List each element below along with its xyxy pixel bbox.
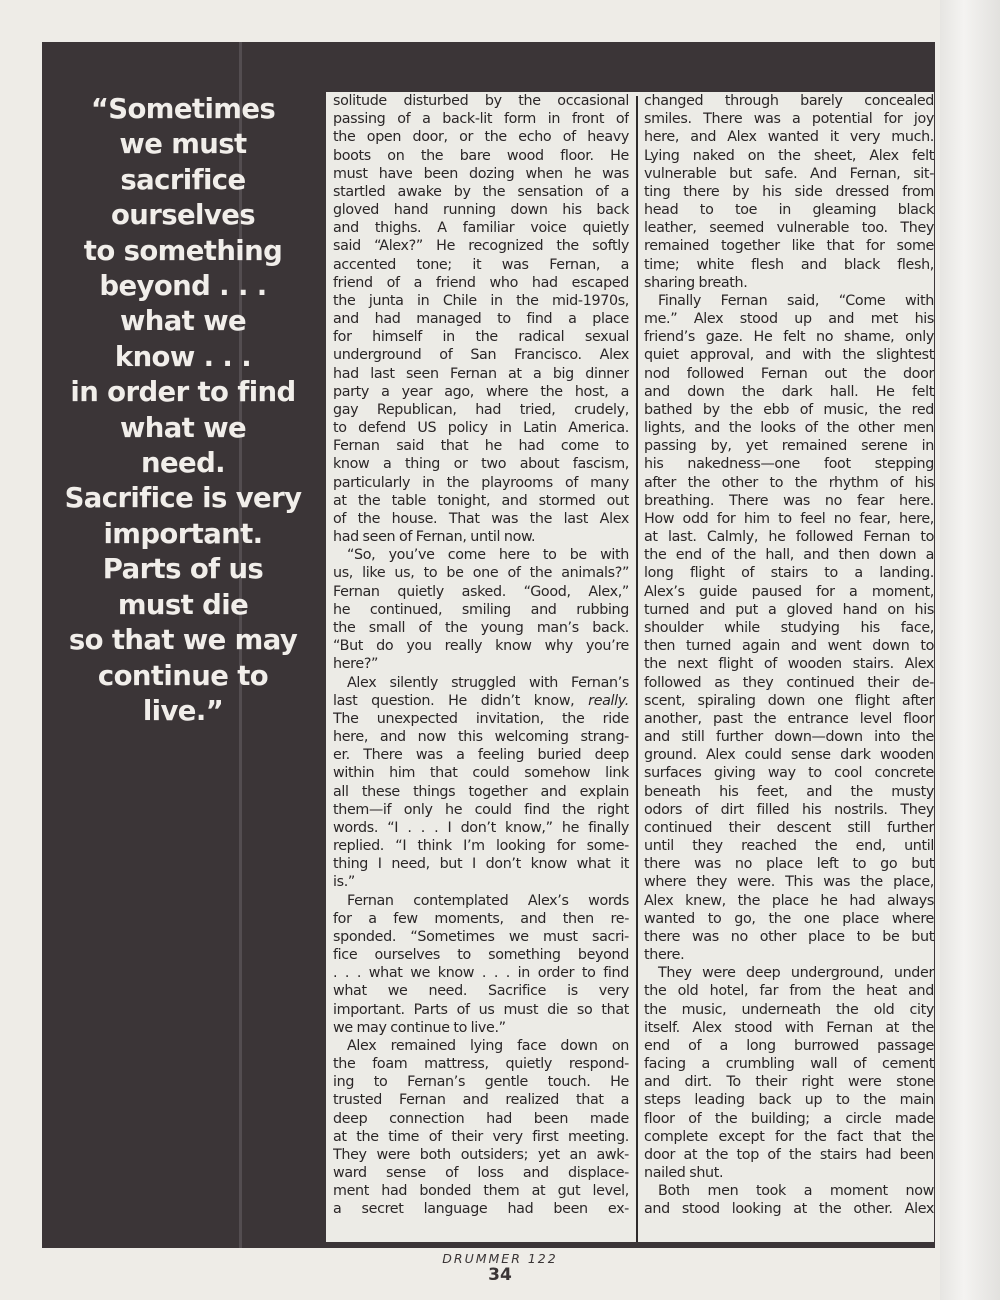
text-line xyxy=(333,492,629,510)
text-line-content: surfaces giving way to cool concrete xyxy=(644,765,934,782)
text-line-content: ment had bonded them at gut level, xyxy=(333,1183,629,1200)
text-line-content: us, like us, to be one of the animals?” xyxy=(333,565,629,582)
text-line xyxy=(333,346,629,364)
text-line xyxy=(644,510,934,528)
text-line xyxy=(333,237,629,255)
text-line xyxy=(333,964,629,982)
text-line-content: quiet approval, and with the slightest xyxy=(644,347,934,364)
pull-quote xyxy=(42,92,324,729)
text-line xyxy=(333,165,629,183)
text-line xyxy=(644,419,934,437)
text-line-content: there was no place left to go but xyxy=(644,856,934,873)
text-line xyxy=(333,383,629,401)
text-line xyxy=(644,564,934,582)
text-line xyxy=(644,1019,934,1037)
italic-word: really. xyxy=(588,692,629,709)
text-line-content: bathed by the ebb of music, the red xyxy=(644,401,934,418)
text-line xyxy=(644,692,934,710)
text-line xyxy=(333,783,629,801)
text-line-content: startled awake by the sensation of a xyxy=(333,183,629,200)
text-line-content: beneath his feet, and the musty xyxy=(644,783,934,800)
text-line xyxy=(333,219,629,237)
text-line-content: until they reached the end, until xyxy=(644,838,934,855)
text-line-content: friend’s gaze. He felt no shame, only xyxy=(644,329,934,346)
text-line xyxy=(644,783,934,801)
text-line-content: the old hotel, far from the heat and xyxy=(644,983,934,1000)
text-line xyxy=(644,365,934,383)
text-line xyxy=(644,837,934,855)
text-line xyxy=(333,801,629,819)
text-line xyxy=(644,274,934,292)
text-line-content: and stood looking at the other. Alex xyxy=(644,1201,934,1218)
text-line-content: . . . what we know . . . in order to find xyxy=(333,965,629,982)
text-line-content: “So, you’ve come here to be with xyxy=(347,547,629,564)
text-line xyxy=(333,892,629,910)
text-line-content: me.” Alex stood up and met his xyxy=(644,311,934,328)
text-line-content: changed through barely concealed xyxy=(644,93,934,109)
text-line-content: words. “I . . . I don’t know,” he finally xyxy=(333,819,629,836)
text-line-content: last question. He didn’t know, xyxy=(333,692,589,709)
text-line xyxy=(644,946,934,964)
text-line-content: at the table tonight, and stormed out xyxy=(333,492,629,509)
text-line-content: leather, seemed vulnerable too. They xyxy=(644,220,934,237)
text-line xyxy=(333,928,629,946)
text-line xyxy=(333,201,629,219)
text-line-content: and thighs. A familiar voice quietly xyxy=(333,220,629,237)
text-line xyxy=(644,910,934,928)
text-line-content: of the house. That was the last Alex xyxy=(333,510,629,527)
text-line xyxy=(644,1001,934,1019)
text-line xyxy=(644,1182,934,1200)
text-line xyxy=(644,437,934,455)
text-line-content: them—if only he could find the right xyxy=(333,801,629,818)
text-line xyxy=(644,1110,934,1128)
magazine-title: DRUMMER 122 xyxy=(442,1251,558,1266)
text-line xyxy=(644,92,934,110)
text-line-content: head to toe in gleaming black xyxy=(644,202,934,219)
text-line-content: for a few moments, and then re- xyxy=(333,910,629,927)
text-line xyxy=(333,310,629,328)
text-line-content: itself. Alex stood with Fernan at the xyxy=(644,1019,934,1036)
text-line xyxy=(644,1200,934,1218)
text-line-content: is.” xyxy=(333,874,355,891)
text-line-content: where they were. This was the place, xyxy=(644,874,934,891)
text-line xyxy=(333,982,629,1000)
text-line-content: and had managed to find a place xyxy=(333,311,629,328)
text-line-content: turned and put a gloved hand on his xyxy=(644,601,934,618)
text-line-content: the open door, or the echo of heavy xyxy=(333,129,629,146)
text-line-content: ing to Fernan’s gentle touch. He xyxy=(333,1074,629,1091)
pull-quote-line: in order to find xyxy=(70,376,296,409)
pull-quote-line: so that we may xyxy=(68,624,298,657)
text-line xyxy=(644,928,934,946)
text-line-content: steps leading back up to the main xyxy=(644,1092,934,1109)
text-line-content: there was no other place to be but xyxy=(644,928,934,945)
text-line-content: The unexpected invitation, the ride xyxy=(333,710,629,727)
pull-quote-line: “Sometimes xyxy=(90,93,276,125)
text-line xyxy=(333,147,629,165)
text-line-content: remained together like that for some xyxy=(644,238,934,255)
text-line-content: deep connection had been made xyxy=(333,1110,629,1127)
text-line-content: floor of the building; a circle made xyxy=(644,1110,934,1127)
pull-quote-line: beyond . . . xyxy=(99,270,267,303)
text-line-content: Fernan contemplated Alex’s words xyxy=(347,892,629,909)
text-line xyxy=(333,692,629,710)
pull-quote-line: what we xyxy=(119,305,247,338)
text-line-content: Alex remained lying face down on xyxy=(347,1037,629,1054)
text-line xyxy=(644,1128,934,1146)
text-line-content: Fernan said that he had come to xyxy=(333,438,629,455)
text-line-content: we may continue to live.” xyxy=(333,1019,506,1036)
text-line xyxy=(333,256,629,274)
text-line-content: odors of dirt filled his nostrils. They xyxy=(644,801,934,818)
text-line-content: scent, spiraling down one flight after xyxy=(644,692,934,709)
text-line xyxy=(644,964,934,982)
text-line-content: accented tone; it was Fernan, a xyxy=(333,256,629,273)
text-line xyxy=(644,128,934,146)
text-line-content: said “Alex?” He recognized the softly xyxy=(333,238,629,255)
text-line xyxy=(644,728,934,746)
text-line xyxy=(333,655,629,673)
text-line-content: underground of San Francisco. Alex xyxy=(333,347,629,364)
text-line-content: important. Parts of us must die so that xyxy=(333,1001,629,1018)
text-line xyxy=(644,1055,934,1073)
text-line-content: at the time of their very first meeting. xyxy=(333,1128,629,1145)
text-line-content: sponded. “Sometimes we must sacri- xyxy=(333,928,629,945)
text-line-content: and dirt. To their right were stone xyxy=(644,1074,934,1091)
text-line xyxy=(644,583,934,601)
text-line-content: the foam mattress, quietly respond- xyxy=(333,1056,629,1073)
text-line xyxy=(333,474,629,492)
text-line xyxy=(333,274,629,292)
text-line xyxy=(644,219,934,237)
pull-quote-line: Parts of us xyxy=(102,553,264,586)
text-line xyxy=(333,674,629,692)
text-line xyxy=(333,1164,629,1182)
text-line xyxy=(333,510,629,528)
text-line-content: gloved hand running down his back xyxy=(333,202,629,219)
page-footer xyxy=(0,1252,1000,1284)
text-line xyxy=(644,710,934,728)
text-line xyxy=(644,746,934,764)
text-line xyxy=(644,528,934,546)
pull-quote-line: sacrifice xyxy=(120,163,246,196)
column-divider xyxy=(636,96,638,1242)
text-line-content: end of a long burrowed passage xyxy=(644,1037,934,1054)
article-column-1 xyxy=(333,92,629,1219)
text-line xyxy=(644,292,934,310)
text-line xyxy=(644,328,934,346)
text-line xyxy=(644,237,934,255)
text-line-content: solitude disturbed by the occasional xyxy=(333,93,629,109)
text-line xyxy=(644,601,934,619)
text-line xyxy=(644,1146,934,1164)
text-line-content: Alex knew, the place he had always xyxy=(644,892,934,909)
text-line xyxy=(644,674,934,692)
text-line xyxy=(333,764,629,782)
pull-quote-line: what we xyxy=(119,411,247,444)
text-line xyxy=(333,455,629,473)
text-line-content: another, past the entrance level floor xyxy=(644,710,934,727)
text-line xyxy=(644,401,934,419)
text-line-content: long flight of stairs to a landing. xyxy=(644,565,934,582)
text-line-content: had last seen Fernan at a big dinner xyxy=(333,365,629,382)
text-line xyxy=(644,310,934,328)
text-line xyxy=(333,819,629,837)
text-line xyxy=(333,619,629,637)
text-line xyxy=(333,1055,629,1073)
text-line xyxy=(333,1200,629,1218)
text-line xyxy=(644,1164,934,1182)
text-line xyxy=(333,365,629,383)
pull-quote-line: ourselves xyxy=(110,199,256,232)
text-line xyxy=(333,1146,629,1164)
text-line-content: there. xyxy=(644,947,685,964)
text-line xyxy=(333,728,629,746)
text-line-content: had seen of Fernan, until now. xyxy=(333,529,536,546)
text-line-content: the end of the hall, and then down a xyxy=(644,547,934,564)
text-line-content: within him that could somehow link xyxy=(333,765,629,782)
text-line-content: party a year ago, where the host, a xyxy=(333,383,629,400)
text-line-content: the music, underneath the old city xyxy=(644,1001,934,1018)
text-line xyxy=(333,528,629,546)
text-line-content: nailed shut. xyxy=(644,1165,724,1182)
text-line xyxy=(644,474,934,492)
pull-quote-line: know . . . xyxy=(114,340,252,373)
text-line-content: They were deep underground, under xyxy=(658,965,934,982)
pull-quote-line: to something xyxy=(83,234,283,267)
pull-quote-line: need. xyxy=(140,447,225,480)
text-line-content: gay Republican, had tried, crudely, xyxy=(333,401,629,418)
text-line xyxy=(644,546,934,564)
text-line xyxy=(333,837,629,855)
text-line-content: door at the top of the stairs had been xyxy=(644,1146,934,1163)
pull-quote-line: we must xyxy=(119,128,247,161)
pull-quote-line: live.” xyxy=(142,694,224,727)
text-line xyxy=(333,564,629,582)
text-line xyxy=(333,1019,629,1037)
text-line xyxy=(644,110,934,128)
text-line-content: smiles. There was a potential for joy xyxy=(644,111,934,128)
text-line-content: fice ourselves to something beyond xyxy=(333,947,629,964)
text-line-content: must have been dozing when he was xyxy=(333,165,629,182)
text-line-content: Fernan quietly asked. “Good, Alex,” xyxy=(333,583,629,600)
text-line xyxy=(333,328,629,346)
text-line xyxy=(333,910,629,928)
text-line xyxy=(644,147,934,165)
text-line xyxy=(333,110,629,128)
text-line xyxy=(644,619,934,637)
text-line xyxy=(333,583,629,601)
text-line-content: friend of a friend who had escaped xyxy=(333,274,629,291)
text-line-content: here?” xyxy=(333,656,379,673)
text-line xyxy=(333,92,629,110)
text-line-content: and down the dark hall. He felt xyxy=(644,383,934,400)
text-line xyxy=(333,292,629,310)
text-line xyxy=(333,710,629,728)
text-line-content: lights, and the looks of the other men xyxy=(644,420,934,437)
text-line-content: his nakedness—one foot stepping xyxy=(644,456,934,473)
text-line xyxy=(333,946,629,964)
text-line xyxy=(333,601,629,619)
text-line-content: and still further down—down into the xyxy=(644,729,934,746)
text-line-content: he continued, smiling and rubbing xyxy=(333,601,629,618)
text-line xyxy=(333,546,629,564)
text-line-content: the small of the young man’s back. xyxy=(333,619,629,636)
text-line-content: boots on the bare wood floor. He xyxy=(333,147,629,164)
text-line xyxy=(333,419,629,437)
text-line-content: to defend US policy in Latin America. xyxy=(333,420,629,437)
text-line xyxy=(333,873,629,891)
text-line xyxy=(644,892,934,910)
text-line-content: a secret language had been ex- xyxy=(333,1201,629,1218)
text-line xyxy=(644,855,934,873)
text-line xyxy=(333,1091,629,1109)
text-line xyxy=(644,873,934,891)
text-line xyxy=(644,764,934,782)
text-line xyxy=(644,183,934,201)
text-line-content: nod followed Fernan out the door xyxy=(644,365,934,382)
text-line-content: thing I need, but I don’t know what it xyxy=(333,856,629,873)
text-line-content: Both men took a moment now xyxy=(658,1183,934,1200)
text-line xyxy=(644,455,934,473)
text-line-content: Finally Fernan said, “Come with xyxy=(658,292,934,309)
text-line xyxy=(644,165,934,183)
text-line xyxy=(333,1001,629,1019)
text-line-content: followed as they continued their de- xyxy=(644,674,934,691)
text-line-content: Alex silently struggled with Fernan’s xyxy=(347,674,629,691)
text-line-content: the junta in Chile in the mid-1970s, xyxy=(333,292,629,309)
text-line-content: “But do you really know why you’re xyxy=(333,638,629,655)
text-line-content: wanted to go, the one place where xyxy=(644,910,934,927)
text-line-content: passing of a back-lit form in front of xyxy=(333,111,629,128)
text-line-content: after the other to the rhythm of his xyxy=(644,474,934,491)
text-line-content: complete except for the fact that the xyxy=(644,1128,934,1145)
text-line xyxy=(333,1110,629,1128)
text-line xyxy=(333,401,629,419)
text-line xyxy=(333,1182,629,1200)
text-line xyxy=(644,383,934,401)
text-line-content: er. There was a feeling buried deep xyxy=(333,747,629,764)
text-line-content: ground. Alex could sense dark wooden xyxy=(644,747,934,764)
text-line-content: all these things together and explain xyxy=(333,783,629,800)
text-line-content: for himself in the radical sexual xyxy=(333,329,629,346)
text-line-content: here, and now this welcoming strang- xyxy=(333,729,629,746)
text-line xyxy=(644,201,934,219)
text-line xyxy=(644,492,934,510)
pull-quote-line: Sacrifice is very xyxy=(64,482,302,515)
text-line-content: breathing. There was no fear here. xyxy=(644,492,934,509)
pull-quote-line: important. xyxy=(103,517,263,550)
text-line-content: at last. Calmly, he followed Fernan to xyxy=(644,529,934,546)
text-line-content: vulnerable but safe. And Fernan, sit- xyxy=(644,165,934,182)
article-column-2 xyxy=(644,92,934,1219)
text-line xyxy=(644,256,934,274)
text-line xyxy=(333,1073,629,1091)
text-line xyxy=(333,128,629,146)
text-line xyxy=(644,346,934,364)
pull-quote-line: continue to xyxy=(97,659,269,692)
text-line-content: replied. “I think I’m looking for some- xyxy=(333,838,629,855)
text-line-content: know a thing or two about fascism, xyxy=(333,456,629,473)
text-line xyxy=(644,655,934,673)
text-line xyxy=(644,1073,934,1091)
text-line xyxy=(333,746,629,764)
text-line xyxy=(333,855,629,873)
text-line xyxy=(644,637,934,655)
text-line-content: sharing breath. xyxy=(644,274,748,291)
text-line-content: passing by, yet remained serene in xyxy=(644,438,934,455)
text-line-content: ward sense of loss and displace- xyxy=(333,1165,629,1182)
text-line-content: continued their descent still further xyxy=(644,819,934,836)
text-line-content: what we need. Sacrifice is very xyxy=(333,983,629,1000)
text-line-content: time; white flesh and black flesh, xyxy=(644,256,934,273)
text-line-content: particularly in the playrooms of many xyxy=(333,474,629,491)
text-line xyxy=(333,437,629,455)
text-line-content: facing a crumbling wall of cement xyxy=(644,1056,934,1073)
page-number: 34 xyxy=(488,1265,512,1285)
text-line xyxy=(644,1091,934,1109)
text-line-content: Alex’s guide paused for a moment, xyxy=(644,583,934,600)
text-line xyxy=(333,183,629,201)
page-edge-shadow xyxy=(940,0,1000,1300)
text-line xyxy=(644,819,934,837)
text-line-content: trusted Fernan and realized that a xyxy=(333,1092,629,1109)
text-line xyxy=(644,982,934,1000)
text-line-content: ting there by his side dressed from xyxy=(644,183,934,200)
text-line xyxy=(644,1037,934,1055)
text-line-content: shoulder while studying his face, xyxy=(644,619,934,636)
text-line-content: How odd for him to feel no fear, here, xyxy=(644,510,934,527)
text-line xyxy=(644,801,934,819)
pull-quote-line: must die xyxy=(117,588,249,621)
text-line xyxy=(333,1128,629,1146)
text-line-content: here, and Alex wanted it very much. xyxy=(644,129,934,146)
text-line-content: Lying naked on the sheet, Alex felt xyxy=(644,147,934,164)
text-line xyxy=(333,1037,629,1055)
text-line-content: They were both outsiders; yet an awk- xyxy=(333,1146,629,1163)
text-line-content: then turned again and went down to xyxy=(644,638,934,655)
text-line xyxy=(333,637,629,655)
text-line-content: the next flight of wooden stairs. Alex xyxy=(644,656,934,673)
